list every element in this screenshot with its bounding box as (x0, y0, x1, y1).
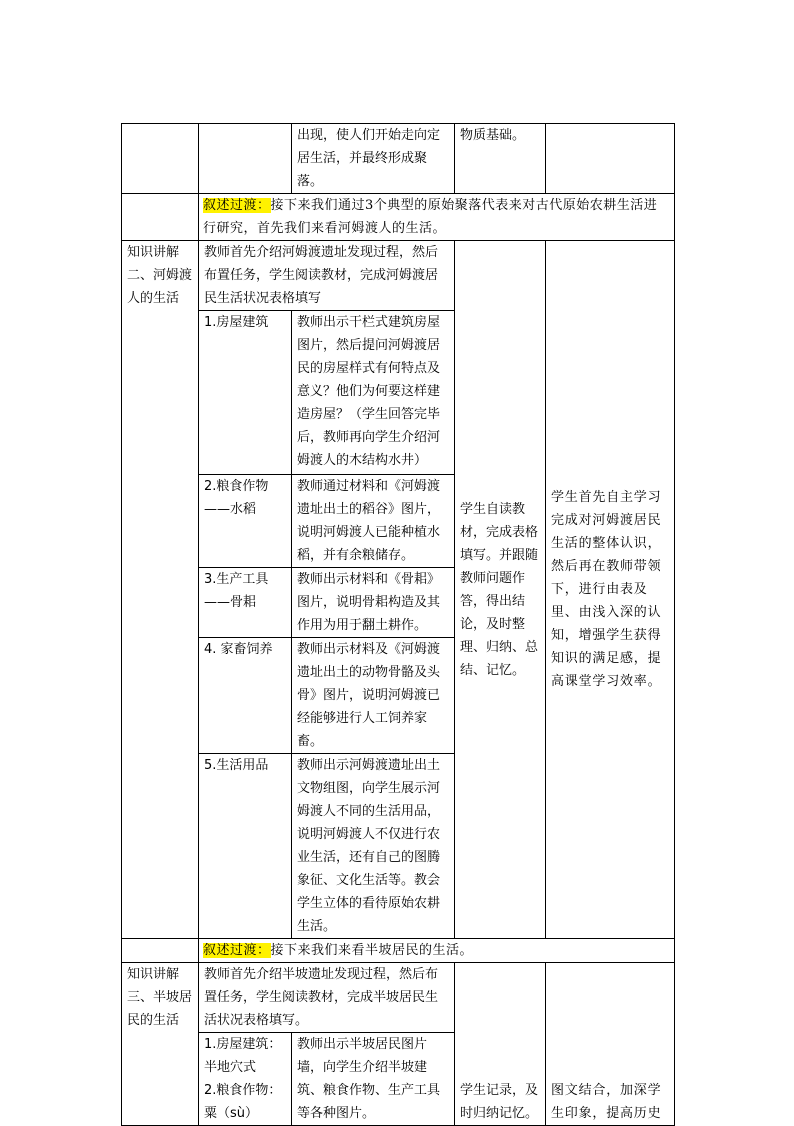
section-intro: 教师首先介绍半坡遗址发现过程，然后布置任务，学生阅读教材，完成半坡居民生活状况表格填写。 (199, 963, 455, 1033)
item-description: 教师通过材料和《河姆渡遗址出土的稻谷》图片，说明河姆渡人已能种植水稻，并有余粮储存。 (292, 475, 455, 568)
item-description: 教师出示半坡居民图片墙，向学生介绍半坡建筑、粮食作物、生产工具等各种图片。 (292, 1033, 455, 1126)
transition-text: 接下来我们来看半坡居民的生活。 (270, 943, 474, 958)
section-title: 知识讲解三、半坡居民的生活 (122, 963, 199, 1126)
section-intro-row (122, 963, 675, 1033)
transition-cell (199, 939, 675, 963)
section-intro-row (122, 241, 675, 311)
item-value: 粟（sù） (204, 1106, 259, 1121)
narration-label: 叙述过渡： (203, 943, 271, 958)
transition-text: 接下来我们通过3个典型的原始聚落代表来对古代原始农耕生活进行研究，首先我们来看河姆渡人的生活。 (203, 198, 658, 236)
design-intent: 学生首先自主学习完成对河姆渡居民生活的整体认识，然后再在教师带领下，进行由表及里、由浅入深的认知，增强学生获得知识的满足感，提高课堂学习效率。 (546, 241, 675, 939)
narration-label: 叙述过渡： (203, 198, 271, 213)
item-label: 2.粮食作物： (204, 1083, 282, 1098)
student-activity: 学生自读教材，完成表格填写。并跟随教师问题作答，得出结论，及时整理、归纳、总结、记忆。 (455, 241, 546, 939)
teacher-activity-cell: 出现，使人们开始走向定居生活，并最终形成聚落。 (292, 124, 455, 194)
item-label: 2.粮食作物——水稻 (199, 475, 292, 568)
student-activity-cell: 物质基础。 (455, 124, 546, 194)
item-label: 4. 家畜饲养 (199, 638, 292, 754)
item-description: 教师出示材料及《河姆渡遗址出土的动物骨骼及头骨》图片，说明河姆渡已经能够进行人工饲养家畜。 (292, 638, 455, 754)
section-title: 知识讲解二、河姆渡人的生活 (122, 241, 199, 939)
empty-cell (122, 194, 199, 241)
empty-cell (199, 124, 292, 194)
transition-cell (199, 194, 675, 241)
table-row (122, 124, 675, 194)
item-description: 教师出示材料和《骨耜》图片，说明骨耜构造及其作用为用于翻土耕作。 (292, 568, 455, 638)
item-label: 5.生活用品 (199, 754, 292, 939)
design-intent-cell (546, 963, 675, 1126)
lesson-plan-table (121, 123, 675, 1126)
item-description: 教师出示河姆渡遗址出土文物组图，向学生展示河姆渡人不同的生活用品，说明河姆渡人不仅进行农业生活，还有自己的图腾象征、文化生活等。教会学生立体的看待原始农耕生活。 (292, 754, 455, 939)
item-label: 3.生产工具——骨耜 (199, 568, 292, 638)
transition-row (122, 939, 675, 963)
design-intent: 图文结合，加深学生印象，提高历史 (551, 1083, 662, 1121)
empty-cell (546, 124, 675, 194)
item-description: 教师出示干栏式建筑房屋图片，然后提问河姆渡居民的房屋样式有何特点及意义？他们为何要这样建造房屋？（学生回答完毕后，教师再向学生介绍河姆渡人的木结构水井） (292, 311, 455, 475)
student-activity: 学生记录，及时归纳记忆。 (460, 1083, 539, 1121)
empty-cell (122, 124, 199, 194)
transition-row (122, 194, 675, 241)
student-activity-cell (455, 963, 546, 1126)
empty-cell (122, 939, 199, 963)
item-label: 1.房屋建筑： (204, 1037, 282, 1052)
item-label-cell (199, 1033, 292, 1126)
section-intro: 教师首先介绍河姆渡遗址发现过程，然后布置任务，学生阅读教材，完成河姆渡居民生活状况表格填写 (199, 241, 455, 311)
item-value: 半地穴式 (204, 1060, 257, 1075)
item-label: 1.房屋建筑 (199, 311, 292, 475)
